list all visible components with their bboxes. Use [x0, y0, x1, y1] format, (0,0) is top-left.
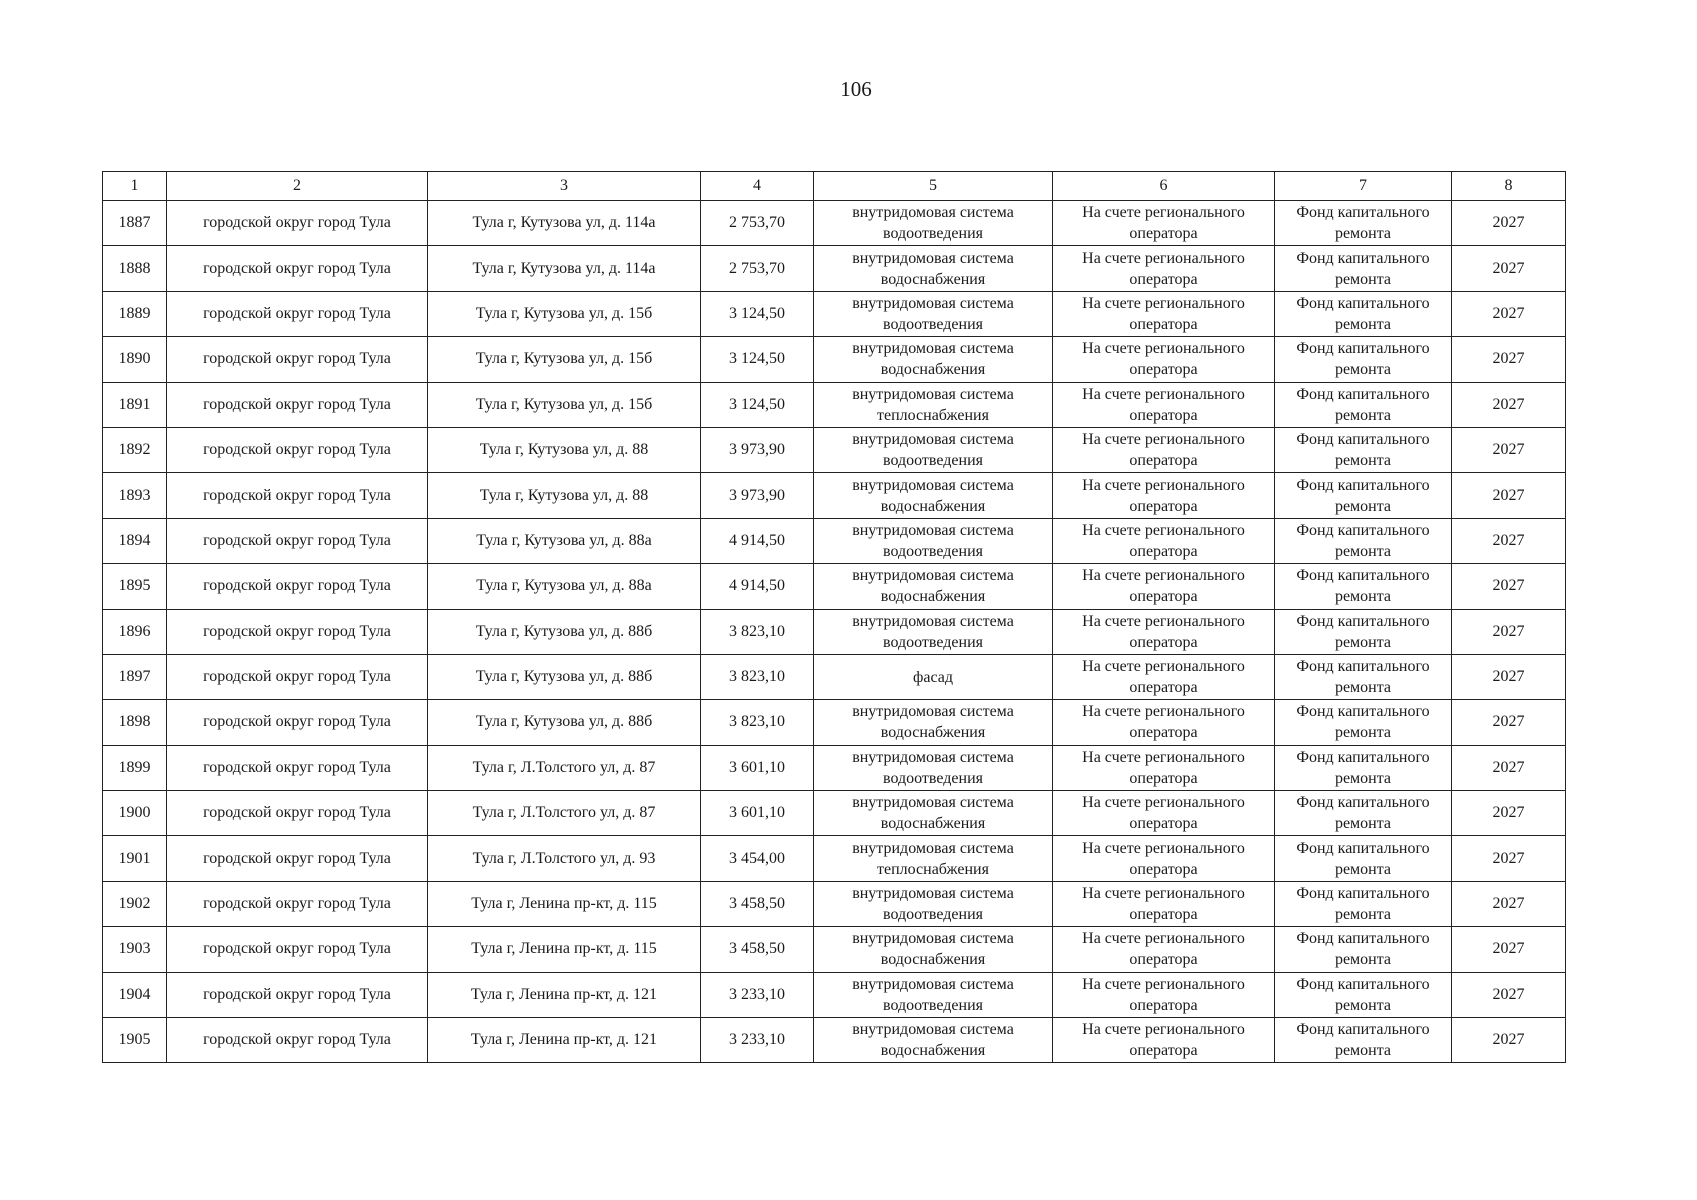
area-cell: 3 124,50 — [701, 337, 814, 382]
year-cell: 2027 — [1452, 427, 1566, 472]
work-type-cell: внутридомовая система водоотведения — [814, 201, 1053, 246]
work-type-cell: внутридомовая система водоотведения — [814, 518, 1053, 563]
fund-location-cell: На счете регионального оператора — [1053, 518, 1275, 563]
fund-location-cell: На счете регионального оператора — [1053, 972, 1275, 1017]
fund-location-cell: На счете регионального оператора — [1053, 745, 1275, 790]
area-cell: 3 601,10 — [701, 745, 814, 790]
work-type-cell: внутридомовая система теплоснабжения — [814, 382, 1053, 427]
row-number-cell: 1904 — [103, 972, 167, 1017]
funding-source-cell: Фонд капитального ремонта — [1275, 654, 1452, 699]
funding-source-cell: Фонд капитального ремонта — [1275, 791, 1452, 836]
column-number-header: 2 — [167, 172, 428, 201]
column-number-header: 8 — [1452, 172, 1566, 201]
row-number-cell: 1905 — [103, 1018, 167, 1063]
address-cell: Тула г, Ленина пр-кт, д. 115 — [428, 881, 701, 926]
work-type-cell: внутридомовая система водоотведения — [814, 609, 1053, 654]
row-number-cell: 1891 — [103, 382, 167, 427]
year-cell: 2027 — [1452, 972, 1566, 1017]
work-type-cell: внутридомовая система водоснабжения — [814, 927, 1053, 972]
table-row — [103, 518, 1566, 563]
funding-source-cell: Фонд капитального ремонта — [1275, 972, 1452, 1017]
work-type-cell: внутридомовая система водоснабжения — [814, 246, 1053, 291]
address-cell: Тула г, Кутузова ул, д. 15б — [428, 291, 701, 336]
table-row — [103, 654, 1566, 699]
address-cell: Тула г, Ленина пр-кт, д. 115 — [428, 927, 701, 972]
funding-source-cell: Фонд капитального ремонта — [1275, 291, 1452, 336]
work-type-cell: внутридомовая система водоснабжения — [814, 1018, 1053, 1063]
municipality-cell: городской округ город Тула — [167, 654, 428, 699]
address-cell: Тула г, Л.Толстого ул, д. 93 — [428, 836, 701, 881]
work-type-cell: внутридомовая система водоотведения — [814, 972, 1053, 1017]
row-number-cell: 1888 — [103, 246, 167, 291]
municipality-cell: городской округ город Тула — [167, 564, 428, 609]
row-number-cell: 1896 — [103, 609, 167, 654]
row-number-cell: 1889 — [103, 291, 167, 336]
area-cell: 3 823,10 — [701, 654, 814, 699]
fund-location-cell: На счете регионального оператора — [1053, 881, 1275, 926]
year-cell: 2027 — [1452, 382, 1566, 427]
year-cell: 2027 — [1452, 518, 1566, 563]
row-number-cell: 1893 — [103, 473, 167, 518]
municipality-cell: городской округ город Тула — [167, 291, 428, 336]
fund-location-cell: На счете регионального оператора — [1053, 564, 1275, 609]
address-cell: Тула г, Кутузова ул, д. 15б — [428, 337, 701, 382]
column-number-header: 5 — [814, 172, 1053, 201]
work-type-cell: внутридомовая система водоснабжения — [814, 791, 1053, 836]
address-cell: Тула г, Л.Толстого ул, д. 87 — [428, 791, 701, 836]
fund-location-cell: На счете регионального оператора — [1053, 382, 1275, 427]
table-row — [103, 291, 1566, 336]
year-cell: 2027 — [1452, 473, 1566, 518]
funding-source-cell: Фонд капитального ремонта — [1275, 609, 1452, 654]
funding-source-cell: Фонд капитального ремонта — [1275, 836, 1452, 881]
area-cell: 3 233,10 — [701, 972, 814, 1017]
address-cell: Тула г, Ленина пр-кт, д. 121 — [428, 1018, 701, 1063]
funding-source-cell: Фонд капитального ремонта — [1275, 473, 1452, 518]
table-row — [103, 609, 1566, 654]
work-type-cell: внутридомовая система водоснабжения — [814, 473, 1053, 518]
fund-location-cell: На счете регионального оператора — [1053, 246, 1275, 291]
address-cell: Тула г, Л.Толстого ул, д. 87 — [428, 745, 701, 790]
year-cell: 2027 — [1452, 791, 1566, 836]
area-cell: 3 458,50 — [701, 881, 814, 926]
funding-source-cell: Фонд капитального ремонта — [1275, 382, 1452, 427]
funding-source-cell: Фонд капитального ремонта — [1275, 427, 1452, 472]
year-cell: 2027 — [1452, 700, 1566, 745]
area-cell: 3 454,00 — [701, 836, 814, 881]
year-cell: 2027 — [1452, 337, 1566, 382]
funding-source-cell: Фонд капитального ремонта — [1275, 881, 1452, 926]
address-cell: Тула г, Кутузова ул, д. 114а — [428, 201, 701, 246]
funding-source-cell: Фонд капитального ремонта — [1275, 745, 1452, 790]
work-type-cell: внутридомовая система теплоснабжения — [814, 836, 1053, 881]
row-number-cell: 1903 — [103, 927, 167, 972]
column-number-header: 1 — [103, 172, 167, 201]
column-number-header: 6 — [1053, 172, 1275, 201]
municipality-cell: городской округ город Тула — [167, 246, 428, 291]
area-cell: 2 753,70 — [701, 201, 814, 246]
year-cell: 2027 — [1452, 654, 1566, 699]
work-type-cell: внутридомовая система водоотведения — [814, 745, 1053, 790]
work-type-cell: внутридомовая система водоснабжения — [814, 564, 1053, 609]
row-number-cell: 1894 — [103, 518, 167, 563]
fund-location-cell: На счете регионального оператора — [1053, 654, 1275, 699]
area-cell: 3 973,90 — [701, 473, 814, 518]
table-header-row — [103, 172, 1566, 201]
row-number-cell: 1895 — [103, 564, 167, 609]
address-cell: Тула г, Кутузова ул, д. 88 — [428, 473, 701, 518]
row-number-cell: 1892 — [103, 427, 167, 472]
area-cell: 3 823,10 — [701, 700, 814, 745]
municipality-cell: городской округ город Тула — [167, 201, 428, 246]
fund-location-cell: На счете регионального оператора — [1053, 927, 1275, 972]
area-cell: 3 458,50 — [701, 927, 814, 972]
address-cell: Тула г, Кутузова ул, д. 88а — [428, 518, 701, 563]
row-number-cell: 1898 — [103, 700, 167, 745]
row-number-cell: 1899 — [103, 745, 167, 790]
row-number-cell: 1900 — [103, 791, 167, 836]
year-cell: 2027 — [1452, 564, 1566, 609]
table-row — [103, 836, 1566, 881]
work-type-cell: внутридомовая система водоотведения — [814, 881, 1053, 926]
area-cell: 4 914,50 — [701, 518, 814, 563]
address-cell: Тула г, Кутузова ул, д. 114а — [428, 246, 701, 291]
page-number: 106 — [840, 77, 872, 101]
area-cell: 3 823,10 — [701, 609, 814, 654]
municipality-cell: городской округ город Тула — [167, 927, 428, 972]
fund-location-cell: На счете регионального оператора — [1053, 291, 1275, 336]
year-cell: 2027 — [1452, 927, 1566, 972]
year-cell: 2027 — [1452, 609, 1566, 654]
area-cell: 3 233,10 — [701, 1018, 814, 1063]
table-row — [103, 881, 1566, 926]
municipality-cell: городской округ город Тула — [167, 473, 428, 518]
table-row — [103, 473, 1566, 518]
table-row — [103, 927, 1566, 972]
table-row — [103, 337, 1566, 382]
row-number-cell: 1897 — [103, 654, 167, 699]
column-number-header: 3 — [428, 172, 701, 201]
work-type-cell: внутридомовая система водоотведения — [814, 291, 1053, 336]
row-number-cell: 1890 — [103, 337, 167, 382]
area-cell: 3 124,50 — [701, 291, 814, 336]
table-row — [103, 246, 1566, 291]
address-cell: Тула г, Кутузова ул, д. 88б — [428, 609, 701, 654]
table-row — [103, 972, 1566, 1017]
column-number-header: 4 — [701, 172, 814, 201]
address-cell: Тула г, Кутузова ул, д. 88 — [428, 427, 701, 472]
year-cell: 2027 — [1452, 291, 1566, 336]
address-cell: Тула г, Кутузова ул, д. 88б — [428, 654, 701, 699]
table-row — [103, 201, 1566, 246]
municipality-cell: городской округ город Тула — [167, 881, 428, 926]
address-cell: Тула г, Кутузова ул, д. 88а — [428, 564, 701, 609]
table-row — [103, 745, 1566, 790]
fund-location-cell: На счете регионального оператора — [1053, 337, 1275, 382]
fund-location-cell: На счете регионального оператора — [1053, 473, 1275, 518]
year-cell: 2027 — [1452, 836, 1566, 881]
table-body — [103, 172, 1566, 1063]
area-cell: 2 753,70 — [701, 246, 814, 291]
table-row — [103, 791, 1566, 836]
fund-location-cell: На счете регионального оператора — [1053, 1018, 1275, 1063]
work-type-cell: внутридомовая система водоснабжения — [814, 337, 1053, 382]
municipality-cell: городской округ город Тула — [167, 518, 428, 563]
year-cell: 2027 — [1452, 745, 1566, 790]
table-row — [103, 700, 1566, 745]
area-cell: 3 601,10 — [701, 791, 814, 836]
municipality-cell: городской округ город Тула — [167, 972, 428, 1017]
registry-table — [102, 171, 1566, 1063]
address-cell: Тула г, Кутузова ул, д. 15б — [428, 382, 701, 427]
municipality-cell: городской округ город Тула — [167, 1018, 428, 1063]
address-cell: Тула г, Ленина пр-кт, д. 121 — [428, 972, 701, 1017]
municipality-cell: городской округ город Тула — [167, 427, 428, 472]
fund-location-cell: На счете регионального оператора — [1053, 700, 1275, 745]
funding-source-cell: Фонд капитального ремонта — [1275, 518, 1452, 563]
area-cell: 4 914,50 — [701, 564, 814, 609]
municipality-cell: городской округ город Тула — [167, 836, 428, 881]
row-number-cell: 1887 — [103, 201, 167, 246]
municipality-cell: городской округ город Тула — [167, 745, 428, 790]
funding-source-cell: Фонд капитального ремонта — [1275, 700, 1452, 745]
fund-location-cell: На счете регионального оператора — [1053, 791, 1275, 836]
funding-source-cell: Фонд капитального ремонта — [1275, 927, 1452, 972]
funding-source-cell: Фонд капитального ремонта — [1275, 246, 1452, 291]
funding-source-cell: Фонд капитального ремонта — [1275, 201, 1452, 246]
municipality-cell: городской округ город Тула — [167, 791, 428, 836]
funding-source-cell: Фонд капитального ремонта — [1275, 337, 1452, 382]
fund-location-cell: На счете регионального оператора — [1053, 201, 1275, 246]
area-cell: 3 973,90 — [701, 427, 814, 472]
work-type-cell: внутридомовая система водоснабжения — [814, 700, 1053, 745]
funding-source-cell: Фонд капитального ремонта — [1275, 1018, 1452, 1063]
fund-location-cell: На счете регионального оператора — [1053, 836, 1275, 881]
fund-location-cell: На счете регионального оператора — [1053, 427, 1275, 472]
year-cell: 2027 — [1452, 1018, 1566, 1063]
municipality-cell: городской округ город Тула — [167, 609, 428, 654]
table-row — [103, 564, 1566, 609]
year-cell: 2027 — [1452, 201, 1566, 246]
work-type-cell: внутридомовая система водоотведения — [814, 427, 1053, 472]
area-cell: 3 124,50 — [701, 382, 814, 427]
year-cell: 2027 — [1452, 246, 1566, 291]
municipality-cell: городской округ город Тула — [167, 700, 428, 745]
funding-source-cell: Фонд капитального ремонта — [1275, 564, 1452, 609]
municipality-cell: городской округ город Тула — [167, 382, 428, 427]
row-number-cell: 1902 — [103, 881, 167, 926]
work-type-cell: фасад — [814, 654, 1053, 699]
fund-location-cell: На счете регионального оператора — [1053, 609, 1275, 654]
table-row — [103, 382, 1566, 427]
column-number-header: 7 — [1275, 172, 1452, 201]
municipality-cell: городской округ город Тула — [167, 337, 428, 382]
table-row — [103, 427, 1566, 472]
row-number-cell: 1901 — [103, 836, 167, 881]
table-row — [103, 1018, 1566, 1063]
address-cell: Тула г, Кутузова ул, д. 88б — [428, 700, 701, 745]
year-cell: 2027 — [1452, 881, 1566, 926]
